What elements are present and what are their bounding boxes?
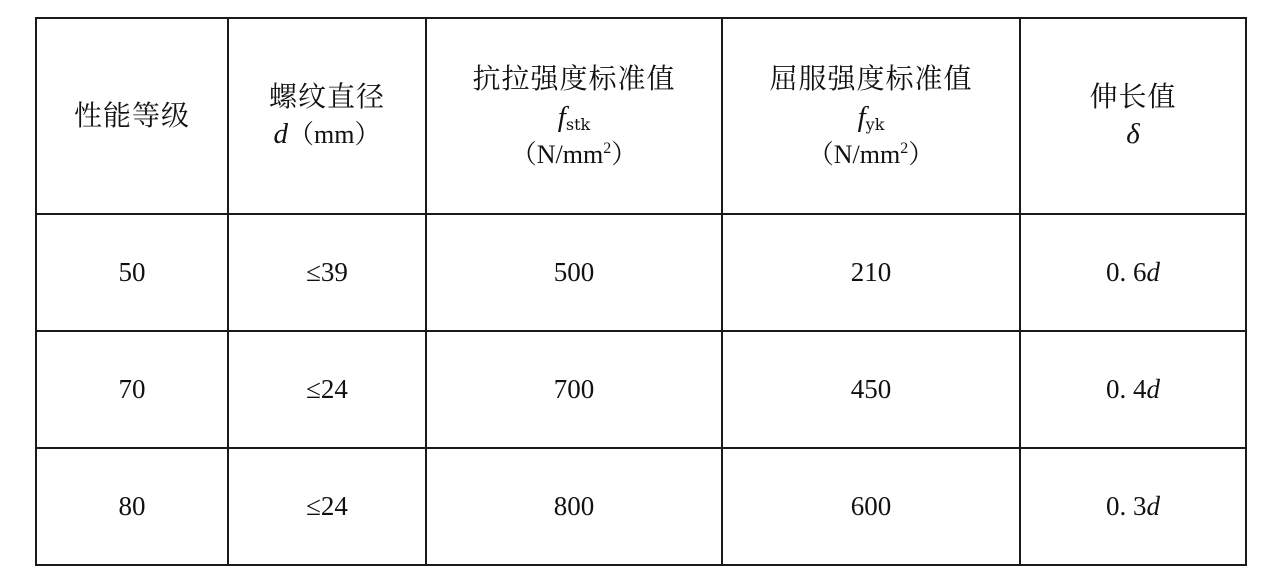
cell-diameter: ≤24 [228,448,426,565]
header-yield [722,18,1020,214]
header-tensile [426,18,722,214]
header-elongation-title: 伸长值 [1089,79,1177,113]
elongation-number: 0. 6 [1106,257,1147,287]
cell-yield: 210 [722,214,1020,331]
header-yield-unit-exponent: 2 [900,139,909,157]
header-yield-symbol: f [857,100,866,133]
elongation-symbol: d [1146,374,1160,404]
header-diameter-title: 螺纹直径 [268,79,385,113]
cell-grade: 80 [36,448,228,565]
cell-tensile: 500 [426,214,722,331]
header-diameter-symbol: d [273,118,289,151]
cell-yield: 600 [722,448,1020,565]
header-tensile-subscript: stk [565,114,591,134]
cell-diameter: ≤24 [228,331,426,448]
header-row [36,18,1246,214]
cell-yield: 450 [722,331,1020,448]
header-tensile-unit-close: ） [611,139,638,169]
cell-grade: 70 [36,331,228,448]
bolt-properties-table [35,17,1247,566]
header-elongation [1020,18,1246,214]
cell-grade: 50 [36,214,228,331]
header-tensile-title: 抗拉强度标准值 [472,61,676,95]
header-yield-title: 屈服强度标准值 [769,61,973,95]
header-yield-unit: （N/mm [807,139,901,169]
header-yield-unit-close: ） [908,139,935,169]
cell-elongation [1020,214,1246,331]
cell-diameter: ≤39 [228,214,426,331]
elongation-symbol: d [1146,491,1160,521]
header-tensile-symbol: f [557,100,566,133]
header-diameter [228,18,426,214]
table-row [36,448,1246,565]
elongation-number: 0. 4 [1106,374,1147,404]
header-grade-title: 性能等级 [73,99,190,133]
table-row [36,214,1246,331]
cell-elongation [1020,448,1246,565]
header-tensile-unit: （N/mm [510,139,604,169]
elongation-symbol: d [1146,257,1160,287]
header-diameter-unit: （mm） [288,120,381,150]
cell-tensile: 800 [426,448,722,565]
header-tensile-unit-exponent: 2 [603,139,612,157]
cell-tensile: 700 [426,331,722,448]
table-row [36,331,1246,448]
header-grade [36,18,228,214]
elongation-number: 0. 3 [1106,491,1147,521]
header-elongation-symbol: δ [1126,118,1140,151]
header-yield-subscript: yk [865,114,885,134]
cell-elongation [1020,331,1246,448]
